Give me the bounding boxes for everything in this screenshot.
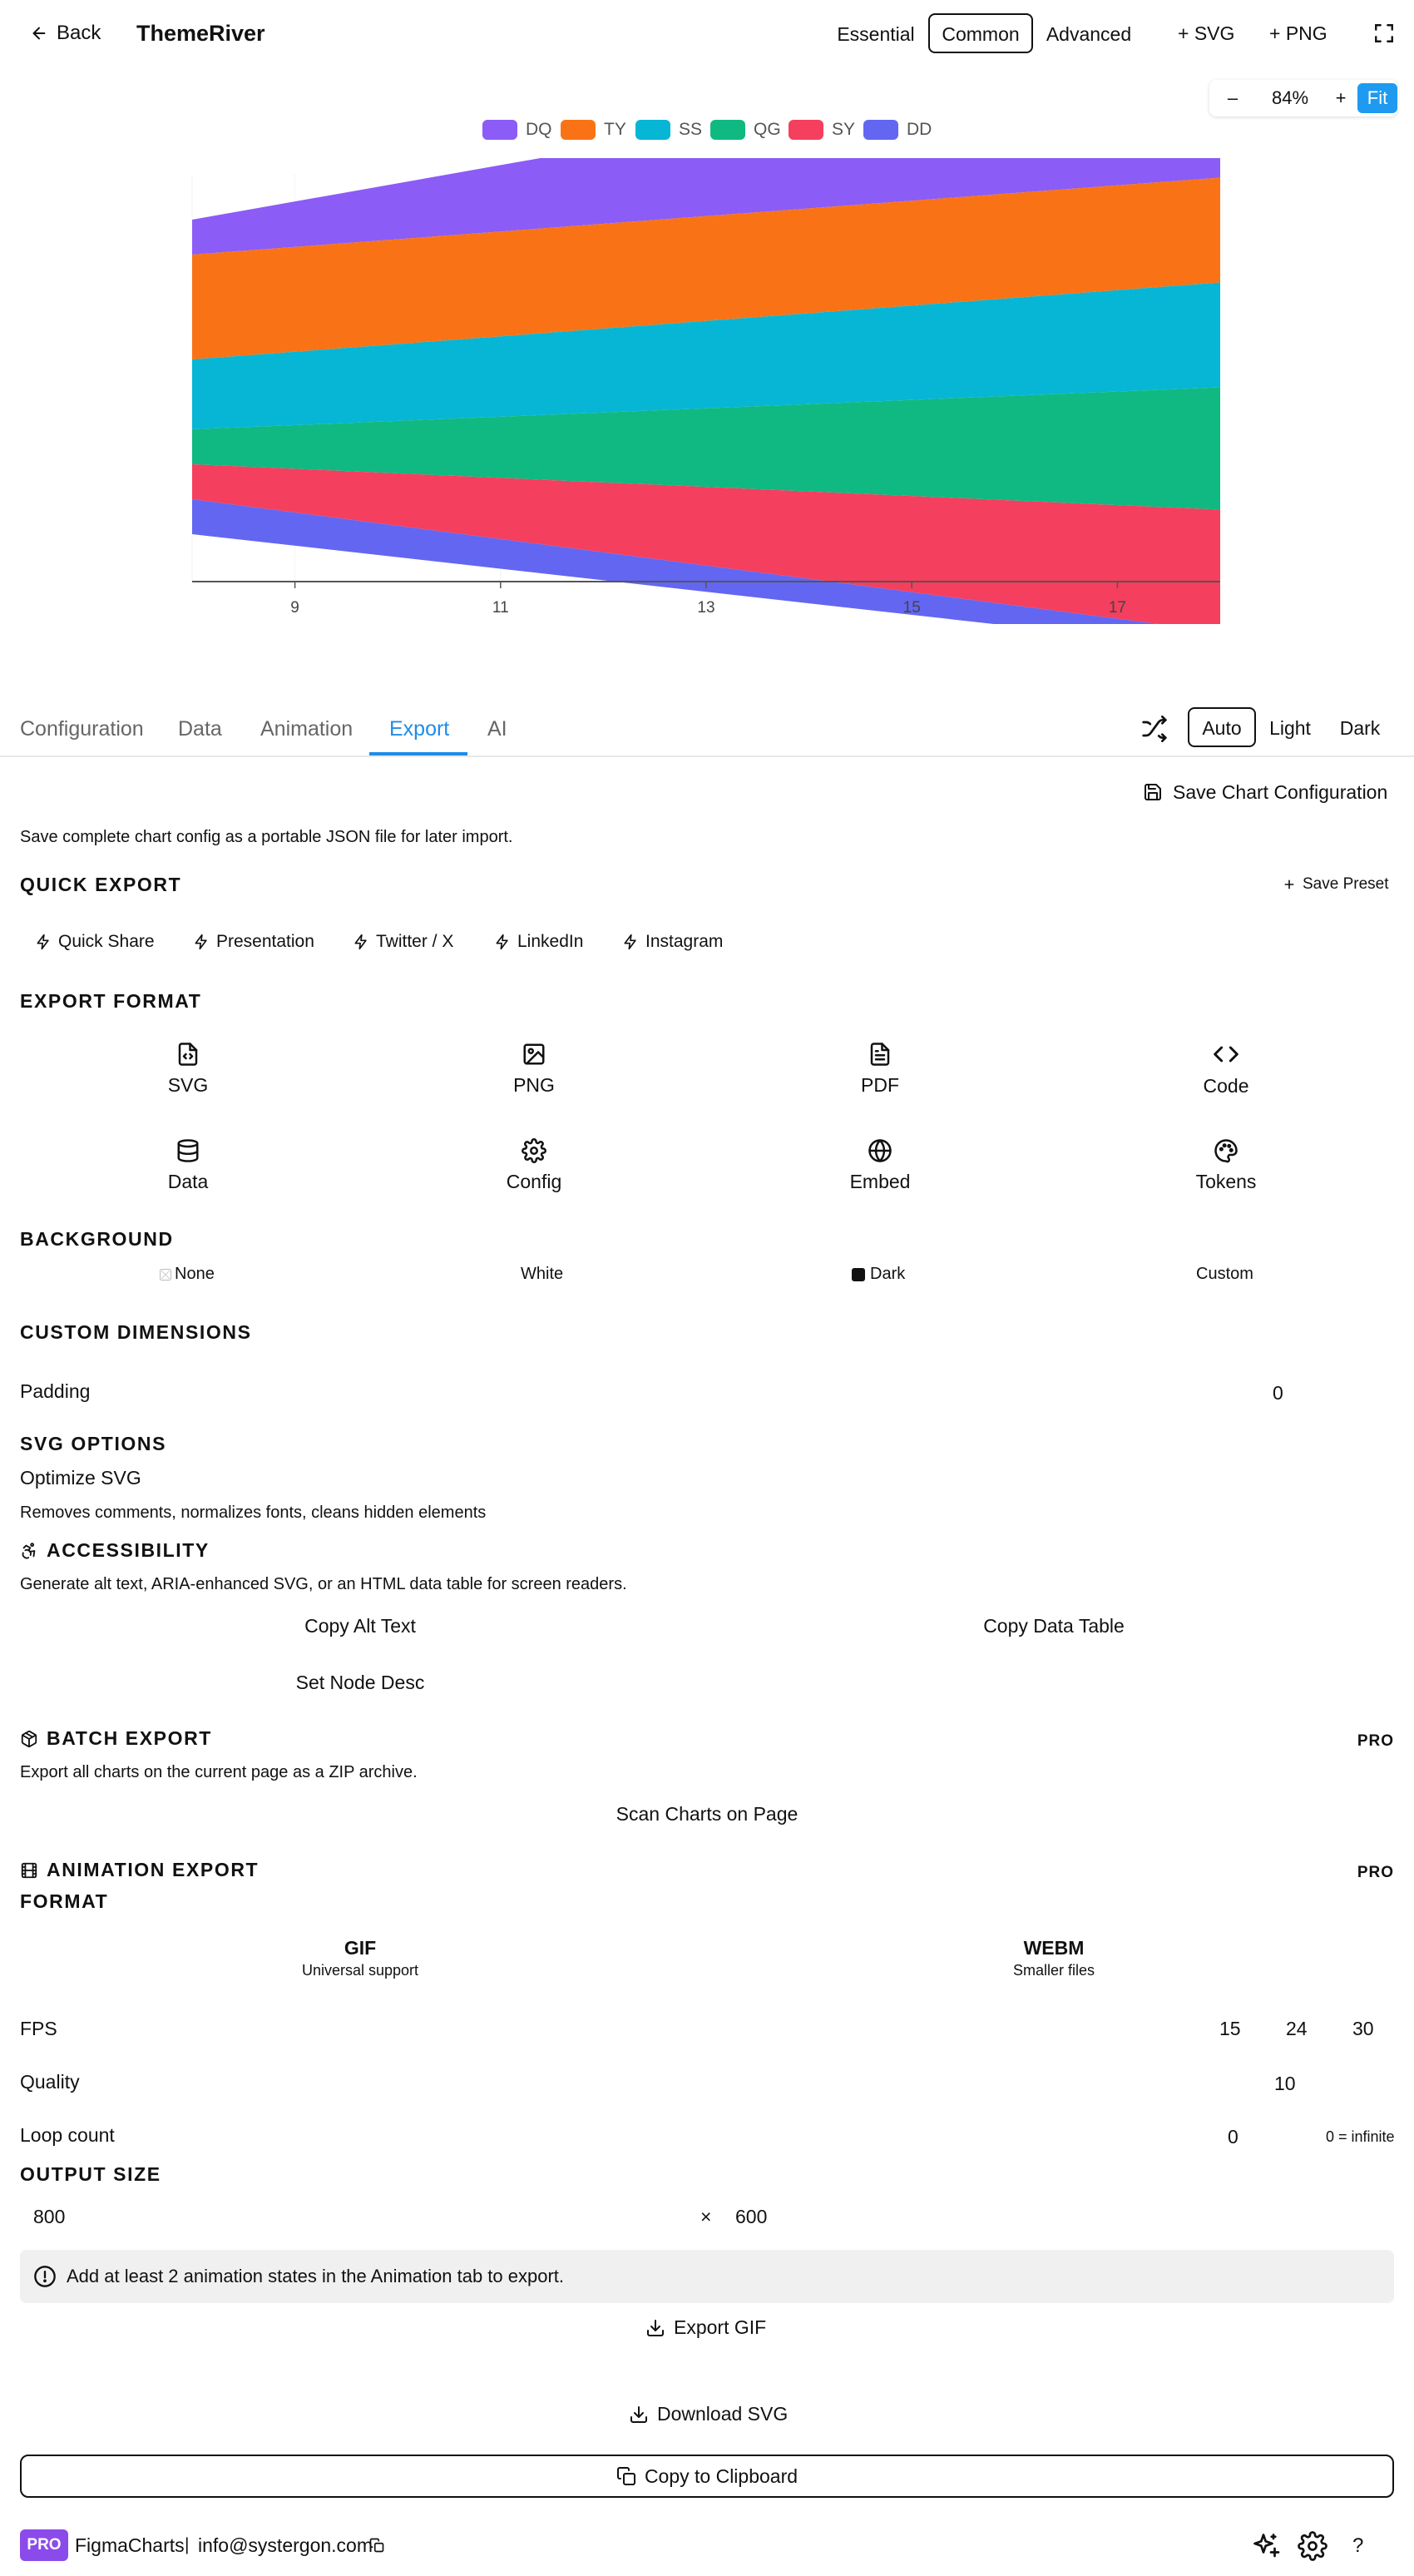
- download-icon: [629, 2405, 649, 2425]
- loop-count-input[interactable]: 0: [1228, 2126, 1238, 2147]
- code-icon: [1212, 1040, 1240, 1068]
- save-config-description: Save complete chart config as a portable JSON file for later import.: [20, 828, 513, 846]
- format-config-button[interactable]: [467, 1137, 601, 1194]
- background-white-option[interactable]: White: [521, 1265, 564, 1283]
- zoom-in-button[interactable]: +: [1335, 87, 1347, 108]
- accessibility-description: Generate alt text, ARIA-enhanced SVG, or an HTML data table for screen readers.: [20, 1575, 627, 1593]
- info-circle-icon: [33, 2265, 57, 2288]
- format-option-desc: Universal support: [301, 1962, 419, 1979]
- zoom-level: 84%: [1271, 87, 1309, 108]
- scan-charts-button[interactable]: Scan Charts on Page: [616, 1803, 798, 1825]
- tab-export[interactable]: Export: [389, 717, 450, 741]
- optimize-svg-description: Removes comments, normalizes fonts, cleans hidden elements: [20, 1503, 487, 1522]
- add-svg-button[interactable]: + SVG: [1178, 22, 1235, 44]
- animation-export-title: ANIMATION EXPORT: [47, 1859, 260, 1880]
- back-button[interactable]: [30, 18, 101, 48]
- output-height-input[interactable]: 600: [735, 2206, 768, 2227]
- batch-export-description: Export all charts on the current page as a ZIP archive.: [20, 1763, 418, 1781]
- themeriver-chart: [0, 158, 1414, 624]
- format-option-name: WEBM: [1023, 1937, 1085, 1959]
- format-webm-option[interactable]: [714, 1935, 1394, 1980]
- theme-light-button[interactable]: Light: [1269, 717, 1311, 739]
- legend-item-qg[interactable]: [710, 120, 781, 140]
- x-tick-label: 9: [290, 599, 299, 617]
- theme-dark-button[interactable]: Dark: [1339, 717, 1381, 739]
- file-text-icon: [866, 1040, 894, 1068]
- accessibility-title: ACCESSIBILITY: [47, 1539, 210, 1561]
- format-label: Config: [506, 1171, 562, 1192]
- pro-badge[interactable]: PRO: [20, 2529, 68, 2561]
- svg-options-title: SVG OPTIONS: [20, 1433, 167, 1454]
- notice-text: Add at least 2 animation states in the Animation tab to export.: [67, 2266, 565, 2286]
- chart-type-title: ThemeRiver: [136, 21, 265, 46]
- legend-item-ss[interactable]: [635, 120, 702, 140]
- save-preset-label: Save Preset: [1303, 875, 1389, 893]
- preset-label: Presentation: [216, 932, 314, 951]
- format-gif-option[interactable]: [20, 1935, 700, 1980]
- contact-email[interactable]: info@systergon.com: [198, 2534, 373, 2556]
- legend-swatch: [710, 120, 745, 140]
- legend-label: DD: [907, 120, 932, 139]
- save-config-label: Save Chart Configuration: [1173, 780, 1388, 803]
- legend-item-dq[interactable]: [482, 120, 552, 140]
- output-width-input[interactable]: 800: [33, 2206, 66, 2227]
- legend-label: QG: [754, 120, 781, 139]
- preset-quick-share[interactable]: [35, 927, 155, 957]
- batch-export-title: BATCH EXPORT: [47, 1727, 212, 1749]
- bolt-icon: [353, 934, 369, 950]
- loop-count-hint: 0 = infinite: [1326, 2128, 1395, 2145]
- mode-common-button[interactable]: Common: [928, 13, 1033, 53]
- save-chart-config-button[interactable]: [1143, 779, 1387, 805]
- background-none-option[interactable]: [160, 1265, 215, 1284]
- background-title: BACKGROUND: [20, 1228, 174, 1250]
- background-custom-option[interactable]: Custom: [1196, 1265, 1253, 1283]
- transparent-checker-icon: [160, 1269, 171, 1281]
- legend-swatch: [561, 120, 596, 140]
- quick-export-title: QUICK EXPORT: [20, 874, 182, 895]
- times-sign: ×: [700, 2206, 712, 2227]
- format-option-desc: Smaller files: [1012, 1962, 1095, 1979]
- output-size-title: OUTPUT SIZE: [20, 2163, 161, 2185]
- quality-label: Quality: [20, 2071, 80, 2093]
- bolt-icon: [193, 934, 210, 950]
- fps-option-24[interactable]: 24: [1286, 2018, 1308, 2039]
- format-label: PNG: [513, 1074, 555, 1096]
- image-icon: [520, 1040, 548, 1068]
- export-gif-label: Export GIF: [674, 2316, 767, 2338]
- legend-swatch: [789, 120, 823, 140]
- preset-presentation[interactable]: [193, 927, 314, 957]
- tab-ai[interactable]: AI: [487, 717, 507, 741]
- format-label: Embed: [849, 1171, 911, 1192]
- preset-twitter[interactable]: [353, 927, 453, 957]
- background-option-label: Dark: [870, 1265, 906, 1283]
- padding-label: Padding: [20, 1380, 91, 1402]
- set-node-desc-button[interactable]: Set Node Desc: [295, 1672, 425, 1693]
- quality-input[interactable]: 10: [1274, 2073, 1296, 2094]
- database-icon: [174, 1137, 202, 1165]
- legend-label: TY: [604, 120, 626, 139]
- format-label: Code: [1203, 1075, 1249, 1097]
- accessibility-icon: [20, 1541, 38, 1561]
- save-preset-button[interactable]: [1283, 875, 1389, 894]
- legend-swatch: [863, 120, 898, 140]
- top-bar: [0, 0, 1414, 67]
- tabs-divider: [0, 755, 1414, 757]
- background-option-label: None: [175, 1265, 215, 1283]
- export-format-title: EXPORT FORMAT: [20, 990, 202, 1012]
- theme-auto-button[interactable]: Auto: [1188, 707, 1256, 747]
- batch-export-pro-badge: PRO: [1357, 1732, 1394, 1750]
- preset-label: LinkedIn: [517, 932, 584, 951]
- copy-clipboard-content: [22, 2456, 1392, 2496]
- copy-data-table-button[interactable]: Copy Data Table: [983, 1615, 1125, 1637]
- x-tick-label: 15: [902, 599, 921, 617]
- legend-item-ty[interactable]: [561, 120, 626, 140]
- preset-label: Quick Share: [58, 932, 155, 951]
- format-pdf-button[interactable]: [813, 1040, 947, 1097]
- format-option-name: GIF: [344, 1937, 377, 1959]
- zoom-fit-button[interactable]: Fit: [1357, 83, 1397, 113]
- package-icon: [20, 1729, 38, 1749]
- fps-label: FPS: [20, 2018, 57, 2039]
- x-tick-label: 17: [1108, 599, 1126, 617]
- copy-to-clipboard-button[interactable]: [20, 2455, 1394, 2498]
- x-tick-label: 13: [697, 599, 715, 617]
- legend-item-dd[interactable]: [863, 120, 932, 140]
- bolt-icon: [494, 934, 511, 950]
- legend-swatch: [635, 120, 670, 140]
- bolt-icon: [35, 934, 52, 950]
- copy-icon: [616, 2466, 636, 2486]
- tab-data[interactable]: Data: [178, 717, 222, 741]
- export-gif-button[interactable]: [645, 2316, 766, 2339]
- format-tokens-button[interactable]: [1159, 1137, 1293, 1194]
- help-button[interactable]: ?: [1352, 2534, 1364, 2557]
- arrow-left-icon: [30, 24, 48, 42]
- format-embed-button[interactable]: [813, 1137, 947, 1194]
- animation-export-pro-badge: PRO: [1357, 1864, 1394, 1881]
- globe-icon: [866, 1137, 894, 1165]
- format-label: Tokens: [1195, 1171, 1257, 1192]
- legend-swatch: [482, 120, 517, 140]
- dark-swatch-icon: [852, 1268, 865, 1281]
- film-icon: [20, 1860, 38, 1880]
- legend-item-sy[interactable]: [789, 120, 855, 140]
- fps-option-15[interactable]: 15: [1219, 2018, 1241, 2039]
- format-label: Data: [167, 1171, 209, 1192]
- mode-advanced-button[interactable]: Advanced: [1046, 23, 1132, 45]
- footer-separator: |: [185, 2535, 190, 2554]
- add-png-button[interactable]: + PNG: [1269, 22, 1327, 44]
- format-label: PDF: [861, 1074, 899, 1096]
- plus-icon: [1283, 878, 1296, 891]
- save-icon: [1143, 782, 1163, 802]
- padding-input[interactable]: 0: [1273, 1382, 1283, 1404]
- preset-label: Instagram: [645, 932, 724, 951]
- palette-icon: [1212, 1137, 1240, 1165]
- loop-count-label: Loop count: [20, 2124, 115, 2146]
- background-dark-option[interactable]: [852, 1265, 905, 1284]
- format-svg-button[interactable]: [121, 1040, 255, 1097]
- fullscreen-icon[interactable]: [1372, 22, 1396, 45]
- sparkles-icon[interactable]: [1251, 2531, 1281, 2561]
- brand-name: FigmaCharts: [75, 2534, 185, 2556]
- file-code-icon: [174, 1040, 202, 1068]
- preset-label: Twitter / X: [376, 932, 454, 951]
- fps-option-30[interactable]: 30: [1352, 2018, 1374, 2039]
- format-label: SVG: [167, 1074, 209, 1096]
- bolt-icon: [622, 934, 639, 950]
- tab-animation[interactable]: Animation: [260, 717, 354, 741]
- format-data-button[interactable]: [121, 1137, 255, 1194]
- legend-label: DQ: [526, 120, 552, 139]
- gear-icon: [520, 1137, 548, 1165]
- copy-clipboard-label: Copy to Clipboard: [644, 2465, 798, 2487]
- back-label: Back: [57, 22, 101, 44]
- download-svg-button[interactable]: [629, 2403, 788, 2425]
- x-tick-label: 11: [492, 599, 509, 617]
- copy-email-icon[interactable]: [369, 2538, 384, 2553]
- legend-label: SS: [679, 120, 703, 139]
- copy-alt-text-button[interactable]: Copy Alt Text: [304, 1615, 416, 1637]
- zoom-control: [1209, 80, 1397, 116]
- download-icon: [645, 2318, 665, 2338]
- preset-linkedin[interactable]: [494, 927, 583, 957]
- shuffle-icon[interactable]: [1140, 714, 1169, 744]
- optimize-svg-toggle[interactable]: Optimize SVG: [20, 1467, 141, 1489]
- zoom-out-button[interactable]: –: [1227, 87, 1238, 108]
- animation-format-label: FORMAT: [20, 1890, 109, 1912]
- animation-notice: [20, 2250, 1394, 2303]
- tab-configuration[interactable]: Configuration: [20, 717, 144, 741]
- download-svg-label: Download SVG: [657, 2403, 789, 2425]
- legend-label: SY: [832, 120, 856, 139]
- preset-instagram[interactable]: [622, 927, 723, 957]
- mode-essential-button[interactable]: Essential: [837, 23, 915, 45]
- format-code-button[interactable]: [1159, 1040, 1293, 1098]
- format-png-button[interactable]: [467, 1040, 601, 1097]
- gear-icon[interactable]: [1298, 2531, 1327, 2561]
- custom-dimensions-title: CUSTOM DIMENSIONS: [20, 1321, 252, 1343]
